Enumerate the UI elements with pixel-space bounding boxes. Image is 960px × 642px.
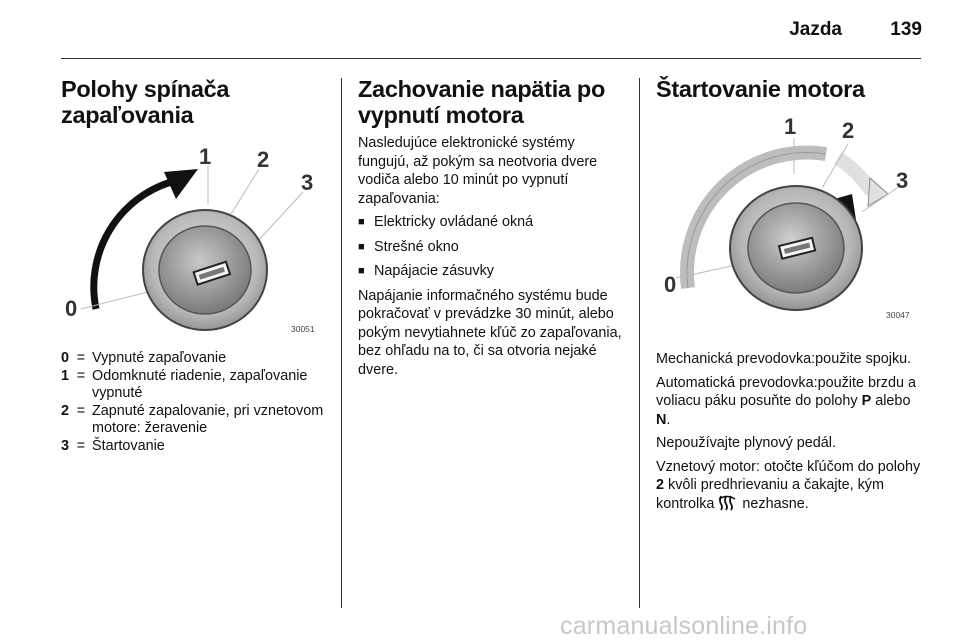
- column-divider: [639, 78, 640, 608]
- list-item: ■ Strešné okno: [358, 238, 626, 257]
- column-divider: [341, 78, 342, 608]
- outro-paragraph: Napájanie informačného systému bude pokračovať v prevádzke 30 minút, alebo pokým nevytiahnete kľúč zo zapaľovania, bez ohľadu na to, či sa otvoria nejaké dvere.: [358, 287, 622, 378]
- system-list: [358, 213, 626, 281]
- list-item: ■ Elektricky ovládané okná: [358, 213, 626, 232]
- manual-transmission-text: Mechanická prevodovka:použite spojku.: [656, 351, 912, 367]
- legend-row: 3 = Štartovanie: [61, 437, 165, 454]
- intro-paragraph: Nasledujúce elektronické systémy fungujú, až pokým sa neotvoria dvere vodiča alebo 10 minút po vypnutí zapaľovania:: [358, 135, 598, 207]
- legend-row: 2 = Zapnuté zapalovanie, pri vznetovom motore: žeravenie: [61, 402, 324, 436]
- figure-label: 3: [896, 168, 909, 193]
- engine-start-figure: [656, 108, 918, 330]
- glow-plug-icon: [718, 495, 738, 511]
- figure-label: 2: [257, 147, 270, 172]
- figure-id: 30051: [291, 324, 315, 334]
- figure-label: 1: [199, 144, 212, 169]
- watermark: carmanualsonline.info: [560, 612, 808, 640]
- column-engine-start: [656, 76, 926, 518]
- legend-row: 0 = Vypnuté zapaľovanie: [61, 350, 227, 366]
- page-number: 139: [890, 19, 922, 40]
- list-item: ■ Napájacie zásuvky: [358, 262, 626, 281]
- section-heading: Štartovanie motora: [656, 76, 865, 102]
- column-voltage-retention: [358, 76, 626, 384]
- section-heading: Zachovanie napätia po vypnutí motora: [358, 76, 606, 128]
- ignition-switch-figure: [61, 134, 323, 344]
- column-ignition-positions: [61, 76, 329, 455]
- legend-row: 1 = Odomknuté riadenie, zapaľovanie vypnuté: [61, 367, 308, 401]
- figure-label: 3: [301, 170, 314, 195]
- accelerator-warning-text: Nepoužívajte plynový pedál.: [656, 435, 836, 451]
- header-rule: [61, 58, 921, 59]
- automatic-transmission-text: Automatická prevodovka:použite brzdu a voliacu páku posuňte do polohy P alebo N.: [656, 374, 916, 428]
- section-heading: Polohy spínača zapaľovania: [61, 76, 230, 128]
- running-header-title: Jazda: [789, 19, 842, 40]
- figure-label: 1: [784, 114, 797, 139]
- diesel-start-text: Vznetový motor: otočte kľúčom do polohy 2 kvôli predhrievaniu a čakajte, kým kontrolka nezhasne.: [656, 458, 921, 512]
- figure-legend: [61, 350, 329, 455]
- figure-id: 30047: [886, 310, 910, 320]
- figure-label: 0: [65, 296, 78, 321]
- figure-label: 2: [842, 118, 855, 143]
- figure-label: 0: [664, 272, 677, 297]
